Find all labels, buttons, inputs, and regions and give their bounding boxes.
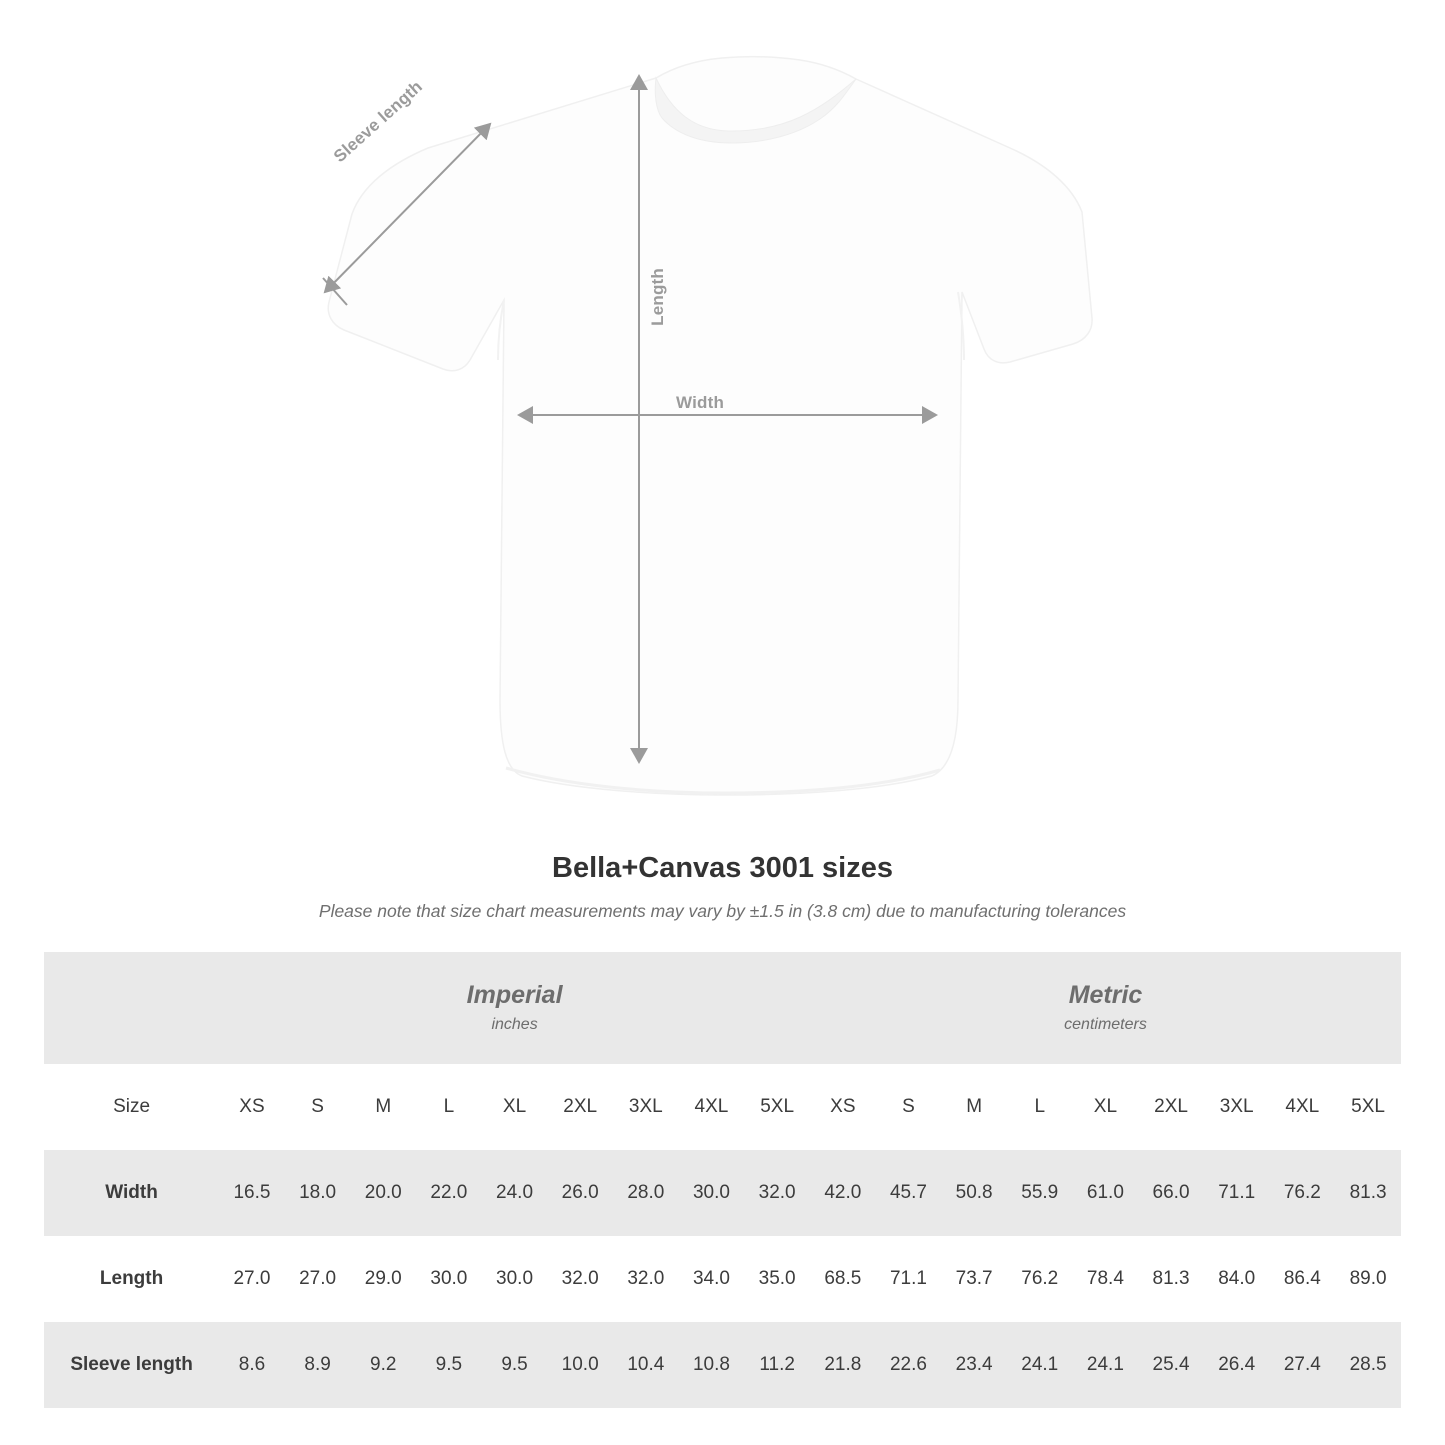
metric-unit-sub: centimeters (1064, 1015, 1147, 1033)
width-imp-xl: 24.0 (482, 1150, 548, 1236)
size-header-imp-m: M (350, 1064, 416, 1150)
sleeve-met-4xl: 27.4 (1270, 1322, 1336, 1408)
width-met-2xl: 66.0 (1138, 1150, 1204, 1236)
size-header-met-4xl: 4XL (1270, 1064, 1336, 1150)
width-imp-5xl: 32.0 (744, 1150, 810, 1236)
table-row-width (44, 1150, 1401, 1236)
size-header-met-xl: XL (1073, 1064, 1139, 1150)
width-imp-xs: 16.5 (219, 1150, 285, 1236)
length-met-4xl: 86.4 (1270, 1236, 1336, 1322)
size-header-met-m: M (941, 1064, 1007, 1150)
imperial-unit-name: Imperial (466, 981, 563, 1010)
chart-note: Please note that size chart measurements may vary by ±1.5 in (3.8 cm) due to manufacturing tolerances (318, 901, 1127, 921)
length-met-s: 71.1 (876, 1236, 942, 1322)
length-imp-s: 27.0 (285, 1236, 351, 1322)
length-met-3xl: 84.0 (1204, 1236, 1270, 1322)
length-imp-3xl: 32.0 (613, 1236, 679, 1322)
imperial-unit-sub: inches (491, 1015, 538, 1033)
row-label-length: Length (44, 1236, 219, 1322)
length-imp-5xl: 35.0 (744, 1236, 810, 1322)
length-label: Length (648, 268, 667, 326)
sleeve-imp-m: 9.2 (350, 1322, 416, 1408)
sleeve-met-m: 23.4 (941, 1322, 1007, 1408)
row-label-sleeve-length: Sleeve length (44, 1322, 219, 1408)
length-imp-l: 30.0 (416, 1236, 482, 1322)
width-met-3xl: 71.1 (1204, 1150, 1270, 1236)
length-imp-4xl: 34.0 (679, 1236, 745, 1322)
width-imp-3xl: 28.0 (613, 1150, 679, 1236)
length-met-5xl: 89.0 (1335, 1236, 1401, 1322)
length-imp-xl: 30.0 (482, 1236, 548, 1322)
size-table (44, 952, 1401, 1408)
width-imp-s: 18.0 (285, 1150, 351, 1236)
width-imp-4xl: 30.0 (679, 1150, 745, 1236)
row-label-width: Width (44, 1150, 219, 1236)
sleeve-imp-4xl: 10.8 (679, 1322, 745, 1408)
size-header-met-2xl: 2XL (1138, 1064, 1204, 1150)
sleeve-imp-3xl: 10.4 (613, 1322, 679, 1408)
sleeve-imp-5xl: 11.2 (744, 1322, 810, 1408)
size-header-imp-xl: XL (482, 1064, 548, 1150)
sleeve-met-2xl: 25.4 (1138, 1322, 1204, 1408)
size-header-imp-4xl: 4XL (679, 1064, 745, 1150)
metric-unit-name: Metric (1068, 981, 1143, 1010)
width-met-l: 55.9 (1007, 1150, 1073, 1236)
length-met-l: 76.2 (1007, 1236, 1073, 1322)
table-row-length (44, 1236, 1401, 1322)
sleeve-met-l: 24.1 (1007, 1322, 1073, 1408)
size-header-label: Size (44, 1064, 219, 1150)
width-met-5xl: 81.3 (1335, 1150, 1401, 1236)
width-met-xs: 42.0 (810, 1150, 876, 1236)
size-header-imp-xs: XS (219, 1064, 285, 1150)
size-header-imp-2xl: 2XL (547, 1064, 613, 1150)
length-met-xl: 78.4 (1073, 1236, 1139, 1322)
table-row-sleeve-length (44, 1322, 1401, 1408)
size-header-met-3xl: 3XL (1204, 1064, 1270, 1150)
sleeve-imp-s: 8.9 (285, 1322, 351, 1408)
sleeve-met-s: 22.6 (876, 1322, 942, 1408)
width-imp-m: 20.0 (350, 1150, 416, 1236)
size-header-met-5xl: 5XL (1335, 1064, 1401, 1150)
width-met-s: 45.7 (876, 1150, 942, 1236)
size-header-imp-5xl: 5XL (744, 1064, 810, 1150)
size-header-imp-l: L (416, 1064, 482, 1150)
chart-title: Bella+Canvas 3001 sizes (552, 852, 893, 884)
sleeve-met-xl: 24.1 (1073, 1322, 1139, 1408)
length-imp-m: 29.0 (350, 1236, 416, 1322)
length-imp-xs: 27.0 (219, 1236, 285, 1322)
width-label: Width (676, 393, 725, 412)
banner-spacer (44, 952, 219, 1064)
sleeve-met-5xl: 28.5 (1335, 1322, 1401, 1408)
width-imp-l: 22.0 (416, 1150, 482, 1236)
size-header-imp-s: S (285, 1064, 351, 1150)
sleeve-imp-l: 9.5 (416, 1322, 482, 1408)
size-header-met-xs: XS (810, 1064, 876, 1150)
size-header-row (44, 1064, 1401, 1150)
size-header-imp-3xl: 3XL (613, 1064, 679, 1150)
imperial-unit-group (219, 952, 810, 1064)
sleeve-imp-xl: 9.5 (482, 1322, 548, 1408)
sleeve-imp-xs: 8.6 (219, 1322, 285, 1408)
sleeve-met-3xl: 26.4 (1204, 1322, 1270, 1408)
length-met-xs: 68.5 (810, 1236, 876, 1322)
metric-unit-group (810, 952, 1401, 1064)
tshirt-shape (328, 57, 1092, 795)
width-met-m: 50.8 (941, 1150, 1007, 1236)
length-met-m: 73.7 (941, 1236, 1007, 1322)
length-met-2xl: 81.3 (1138, 1236, 1204, 1322)
width-imp-2xl: 26.0 (547, 1150, 613, 1236)
unit-banner-row (44, 952, 1401, 1064)
sleeve-imp-2xl: 10.0 (547, 1322, 613, 1408)
size-table-wrapper (44, 952, 1401, 1408)
width-met-4xl: 76.2 (1270, 1150, 1336, 1236)
size-header-met-s: S (876, 1064, 942, 1150)
size-header-met-l: L (1007, 1064, 1073, 1150)
length-imp-2xl: 32.0 (547, 1236, 613, 1322)
sleeve-length-label: Sleeve length (330, 76, 427, 167)
sleeve-met-xs: 21.8 (810, 1322, 876, 1408)
width-met-xl: 61.0 (1073, 1150, 1139, 1236)
